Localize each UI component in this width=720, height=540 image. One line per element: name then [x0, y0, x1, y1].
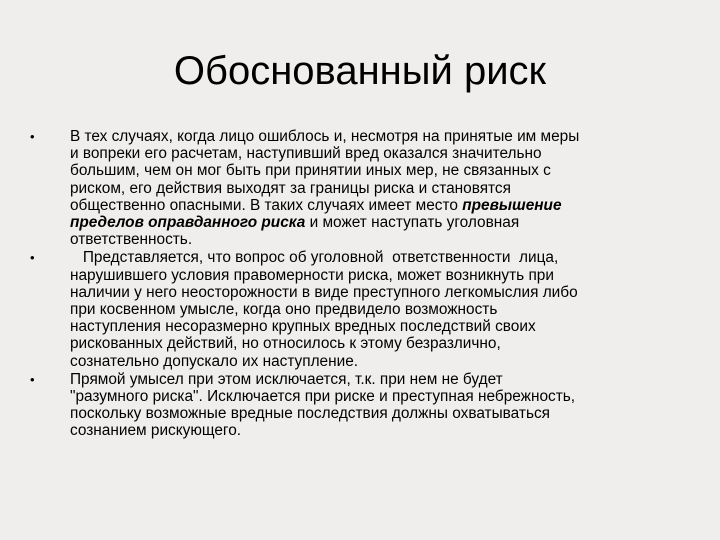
bullet-marker: • — [30, 371, 35, 387]
text-line: Представляется, что вопрос об уголовной ответственности лица, — [70, 249, 559, 267]
text-line: "разумного риска". Исключается при риске и преступная небрежность, — [70, 388, 576, 406]
text-line: сознанием рискующего. — [70, 422, 242, 440]
text-line — [70, 197, 690, 214]
text-line: В тех случаях, когда лицо ошиблось и, несмотря на принятые им меры — [70, 128, 580, 145]
bullet-marker: • — [30, 250, 35, 266]
bullet-item — [30, 371, 690, 440]
text-line: сознательно допускало их наступление. — [70, 352, 359, 370]
text-line: поскольку возможные вредные последствия должны охватываться — [70, 405, 550, 423]
emphasized-term: превышение — [462, 196, 562, 214]
text-line: большим, чем он мог быть при принятии иных мер, не связанных с — [70, 162, 551, 180]
text-line: Прямой умысел при этом исключается, т.к. при нем не будет — [70, 370, 503, 388]
text-line: ответственность. — [70, 231, 193, 249]
text-span: общественно опасными. В таких случаях имеет место — [70, 196, 463, 214]
text-line: нарушившего условия правомерности риска, может возникнуть при — [70, 266, 554, 284]
bullet-item — [30, 128, 690, 248]
text-line: наступления несоразмерно крупных вредных последствий своих — [70, 318, 536, 336]
text-line: и вопреки его расчетам, наступивший вред оказался значительно — [70, 145, 542, 163]
slide-title: Обоснованный риск — [173, 49, 547, 93]
bullet-list — [30, 128, 690, 441]
text-line: наличии у него неосторожности в виде преступного легкомыслия либо — [70, 283, 578, 301]
text-line — [70, 214, 690, 231]
bullet-item — [30, 249, 690, 369]
text-line: при косвенном умысле, когда оно предвидело возможность — [70, 301, 498, 319]
emphasized-term: пределов оправданного риска — [70, 214, 306, 232]
text-line: риском, его действия выходят за границы риска и становятся — [70, 179, 511, 197]
text-span: и может наступать уголовная — [305, 214, 520, 232]
text-line: рискованных действий, но относилось к этому безразлично, — [70, 335, 501, 353]
bullet-marker: • — [30, 129, 35, 144]
